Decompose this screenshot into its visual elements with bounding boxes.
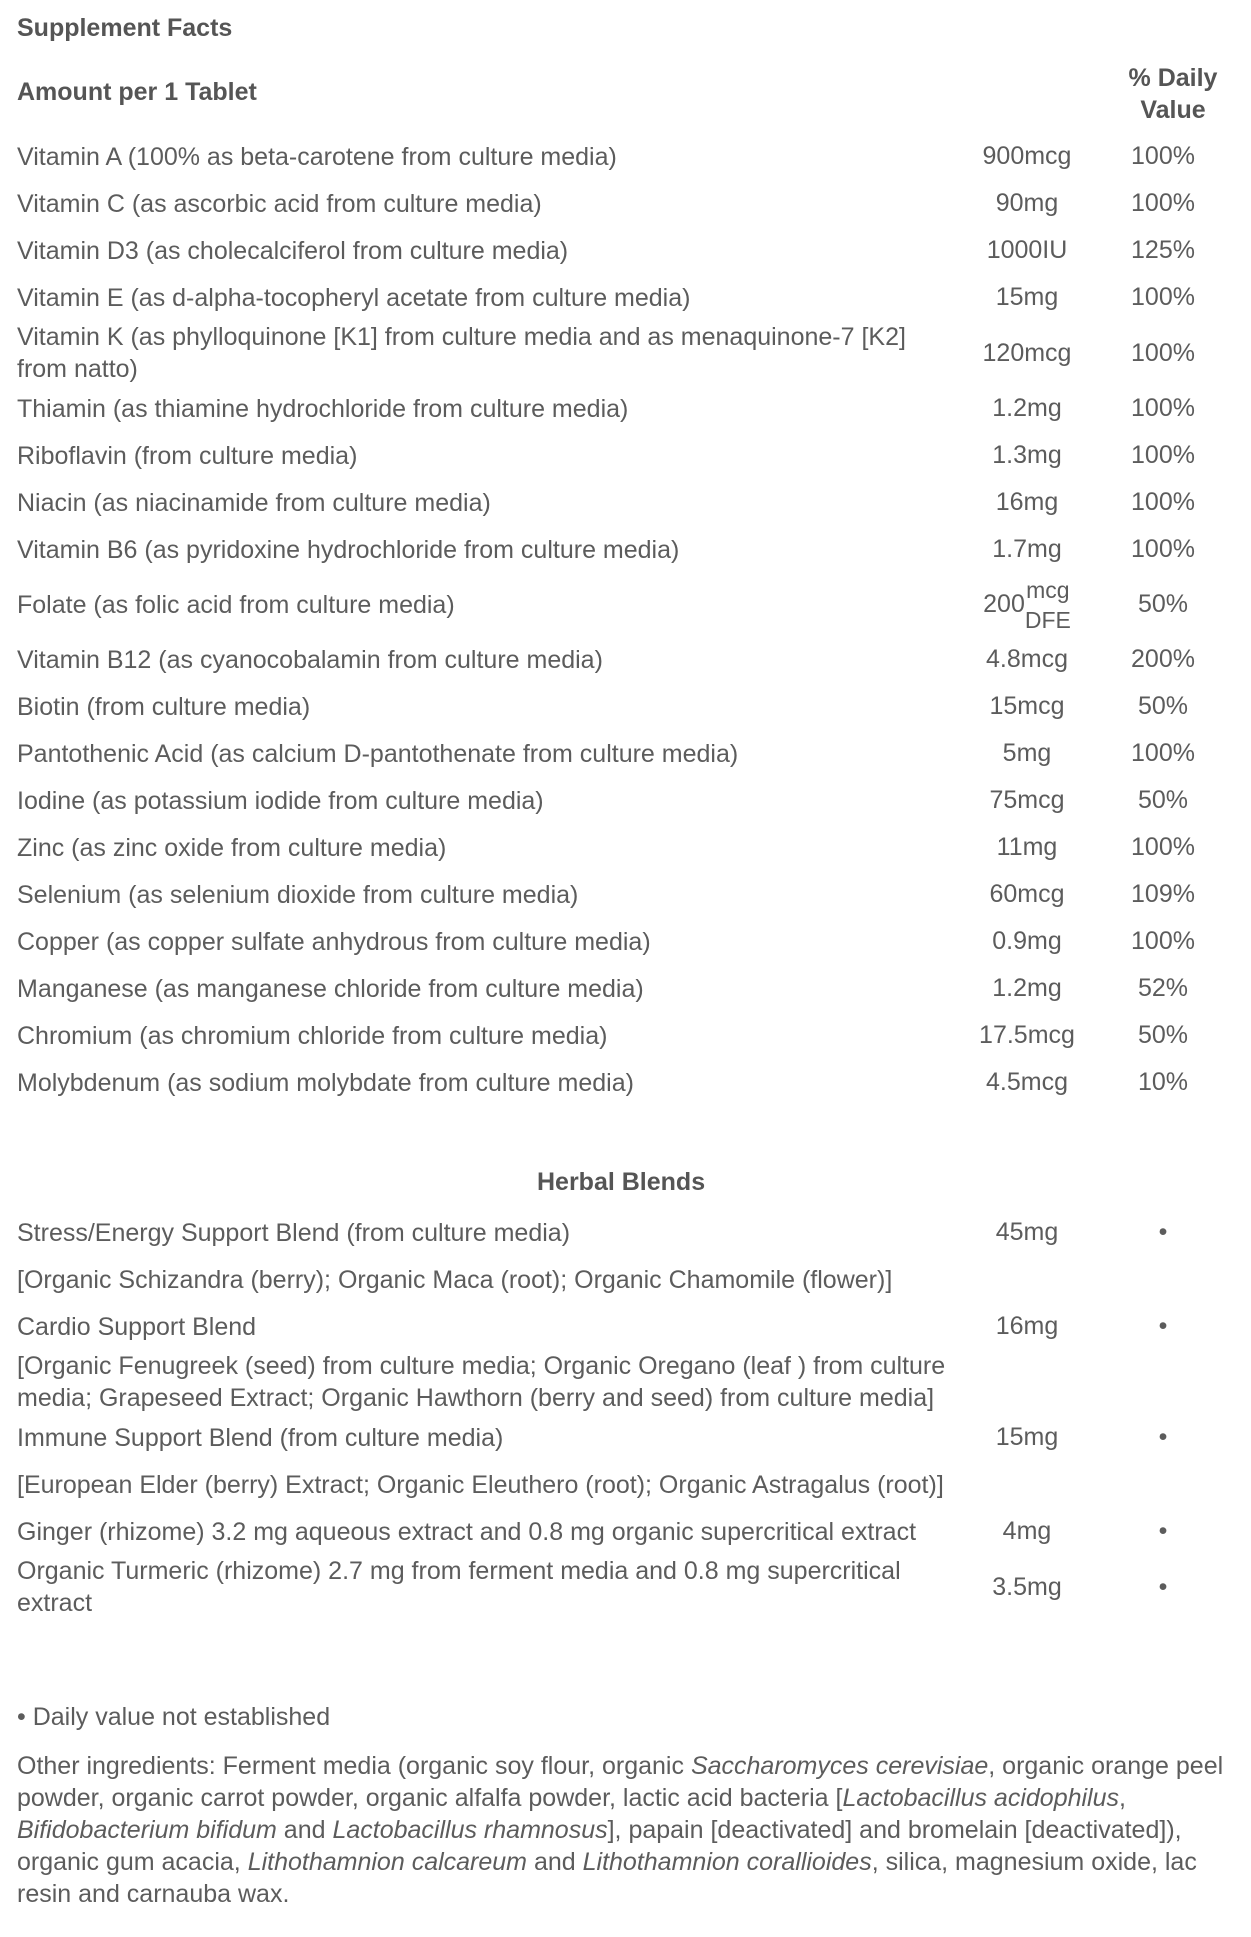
nutrient-table — [17, 133, 1227, 1106]
row-name: [Organic Fenugreek (seed) from culture media; Organic Oregano (leaf ) from culture media; Grapeseed Extract; Organic Hawthorn (berry and seed) from culture media] — [17, 1352, 946, 1412]
row-daily-value: 50% — [1137, 692, 1189, 720]
table-row — [17, 1012, 1227, 1059]
table-row — [17, 683, 1227, 730]
row-daily-value: 52% — [1137, 974, 1189, 1002]
table-row — [17, 180, 1227, 227]
other-text: and — [527, 1848, 583, 1876]
row-name: Thiamin (as thiamine hydrochloride from culture media) — [17, 394, 629, 423]
daily-value-header — [1117, 62, 1229, 126]
row-amount: 90mg — [995, 189, 1059, 217]
table-row — [17, 274, 1227, 321]
row-daily-value: 100% — [1131, 488, 1195, 516]
row-name: Ginger (rhizome) 3.2 mg aqueous extract and 0.8 mg organic supercritical extract — [17, 1517, 917, 1546]
other-text: ], papain [deactivated] and bromelain [deactivated]), organic gum acacia, — [17, 1816, 1182, 1876]
other-text: , silica, magnesium oxide, lac resin and carnauba wax. — [17, 1848, 1197, 1908]
row-amount: 4mg — [1002, 1517, 1052, 1545]
herbal-table — [17, 1209, 1227, 1619]
row-amount-unit: mcg — [1026, 576, 1070, 603]
amount-header: Amount per 1 Tablet — [17, 78, 257, 106]
table-row — [17, 1414, 1227, 1461]
table-row — [17, 871, 1227, 918]
other-ingredients — [17, 1750, 1237, 1910]
row-amount-unit: DFE — [1024, 606, 1071, 633]
row-name: [Organic Schizandra (berry); Organic Maca (root); Organic Chamomile (flower)] — [17, 1265, 893, 1294]
table-row — [17, 1555, 1227, 1619]
row-name: Copper (as copper sulfate anhydrous from culture media) — [17, 927, 651, 956]
row-daily-value: 100% — [1131, 338, 1195, 367]
row-amount: 3.5mg — [992, 1572, 1062, 1601]
row-name: Cardio Support Blend — [17, 1312, 257, 1341]
row-name: Organic Turmeric (rhizome) 2.7 mg from ferment media and 0.8 mg supercritical extract — [17, 1557, 901, 1617]
other-italic: Lithothamnion corallioides — [582, 1848, 872, 1876]
table-row — [17, 918, 1227, 965]
row-daily-value: 100% — [1131, 441, 1195, 469]
row-name: Vitamin D3 (as cholecalciferol from culture media) — [17, 236, 569, 265]
row-daily-value: 50% — [1137, 786, 1189, 814]
row-name: Iodine (as potassium iodide from culture media) — [17, 786, 544, 815]
other-italic: Lithothamnion calcareum — [247, 1848, 528, 1876]
row-daily-value: 50% — [1137, 1021, 1189, 1049]
row-daily-value: • — [1158, 1572, 1168, 1601]
row-amount: 0.9mg — [992, 927, 1062, 955]
table-row — [17, 1059, 1227, 1106]
table-row — [17, 432, 1227, 479]
table-row — [17, 636, 1227, 683]
row-daily-value: 200% — [1131, 645, 1195, 673]
row-daily-value: • — [1158, 1312, 1168, 1340]
row-daily-value: 100% — [1131, 142, 1195, 170]
row-daily-value: 125% — [1131, 236, 1195, 264]
other-text: , — [1119, 1784, 1126, 1812]
row-amount: 75mcg — [989, 786, 1065, 814]
row-amount: 4.5mcg — [986, 1068, 1068, 1096]
row-name: Folate (as folic acid from culture media) — [17, 590, 455, 619]
row-amount: 5mg — [1002, 739, 1052, 767]
other-italic: Bifidobacterium bifidum — [17, 1816, 277, 1844]
row-name: Stress/Energy Support Blend (from culture media) — [17, 1218, 571, 1247]
row-name: Selenium (as selenium dioxide from culture media) — [17, 880, 579, 909]
row-name: Immune Support Blend (from culture media) — [17, 1423, 504, 1452]
row-name: Molybdenum (as sodium molybdate from culture media) — [17, 1068, 634, 1097]
row-daily-value: • — [1158, 1218, 1168, 1246]
row-amount: 11mg — [996, 833, 1058, 861]
row-amount: 900mcg — [982, 142, 1072, 170]
row-amount: 15mg — [995, 1423, 1059, 1451]
table-row — [17, 1256, 1227, 1303]
row-amount-number: 200 — [983, 590, 1025, 618]
row-amount: 60mcg — [989, 880, 1065, 908]
daily-value-header-line1: % Daily — [1128, 64, 1218, 92]
row-name: Biotin (from culture media) — [17, 692, 311, 721]
row-amount: 16mg — [995, 488, 1059, 516]
other-text: , organic orange peel powder, organic carrot powder, organic alfalfa powder, lactic acid bacteria [ — [17, 1752, 1224, 1812]
row-name: Vitamin E (as d-alpha-tocopheryl acetate from culture media) — [17, 283, 691, 312]
table-row — [17, 730, 1227, 777]
herbal-section-title: Herbal Blends — [537, 1168, 706, 1196]
table-row — [17, 1303, 1227, 1350]
row-daily-value: • — [1158, 1423, 1168, 1451]
other-italic: Saccharomyces cerevisiae — [690, 1752, 989, 1780]
table-row — [17, 133, 1227, 180]
row-amount: 1.7mg — [992, 535, 1062, 563]
row-daily-value: • — [1158, 1517, 1168, 1545]
row-daily-value: 100% — [1131, 739, 1195, 767]
table-row — [17, 965, 1227, 1012]
table-row — [17, 479, 1227, 526]
row-daily-value: 100% — [1131, 833, 1195, 861]
row-name: Vitamin B6 (as pyridoxine hydrochloride from culture media) — [17, 535, 680, 564]
row-amount: 17.5mcg — [979, 1021, 1075, 1049]
table-row — [17, 1461, 1227, 1508]
other-text: and — [276, 1816, 333, 1844]
footnote: • Daily value not established — [17, 1703, 331, 1731]
row-amount: 120mcg — [982, 338, 1072, 367]
row-daily-value: 100% — [1131, 927, 1195, 955]
row-name: Riboflavin (from culture media) — [17, 441, 358, 470]
row-name: [European Elder (berry) Extract; Organic Eleuthero (root); Organic Astragalus (root)] — [17, 1470, 944, 1499]
table-header — [17, 60, 1217, 130]
table-row — [17, 321, 1227, 385]
table-row — [17, 573, 1227, 636]
table-row — [17, 824, 1227, 871]
other-italic: Lactobacillus rhamnosus — [332, 1816, 608, 1844]
table-row — [17, 227, 1227, 274]
row-daily-value: 50% — [1137, 590, 1189, 618]
row-daily-value: 10% — [1137, 1068, 1189, 1096]
row-name: Vitamin C (as ascorbic acid from culture media) — [17, 189, 542, 218]
row-daily-value: 100% — [1131, 535, 1195, 563]
row-name: Vitamin K (as phylloquinone [K1] from culture media and as menaquinone-7 [K2] from natto) — [17, 323, 906, 383]
row-daily-value: 100% — [1131, 283, 1195, 311]
table-row — [17, 1209, 1227, 1256]
table-row — [17, 1350, 1227, 1414]
row-name: Niacin (as niacinamide from culture media) — [17, 488, 491, 517]
row-amount: 16mg — [995, 1312, 1059, 1340]
row-daily-value: 100% — [1131, 394, 1195, 422]
other-text: Other ingredients: Ferment media (organic soy flour, organic — [17, 1752, 691, 1780]
row-daily-value: 100% — [1131, 189, 1195, 217]
row-name: Pantothenic Acid (as calcium D-pantothenate from culture media) — [17, 739, 739, 768]
daily-value-header-line2: Value — [1140, 96, 1206, 124]
row-amount: 1.2mg — [992, 974, 1062, 1002]
page-title: Supplement Facts — [17, 14, 233, 42]
row-amount: 1.3mg — [992, 441, 1062, 469]
other-italic: Lactobacillus acidophilus — [842, 1784, 1120, 1812]
row-daily-value: 109% — [1131, 880, 1195, 908]
row-name: Zinc (as zinc oxide from culture media) — [17, 833, 447, 862]
row-name: Vitamin B12 (as cyanocobalamin from culture media) — [17, 645, 603, 674]
row-amount: 1000IU — [986, 236, 1068, 264]
row-amount: 1.2mg — [992, 394, 1062, 422]
row-name: Vitamin A (100% as beta-carotene from culture media) — [17, 142, 617, 171]
table-row — [17, 385, 1227, 432]
row-name: Manganese (as manganese chloride from culture media) — [17, 974, 644, 1003]
row-amount: 4.8mcg — [986, 645, 1068, 673]
row-amount: 45mg — [995, 1218, 1059, 1246]
row-amount — [947, 575, 1107, 635]
row-name: Chromium (as chromium chloride from culture media) — [17, 1021, 608, 1050]
table-row — [17, 526, 1227, 573]
row-amount: 15mg — [995, 283, 1059, 311]
table-row — [17, 777, 1227, 824]
row-amount: 15mcg — [989, 692, 1065, 720]
table-row — [17, 1508, 1227, 1555]
